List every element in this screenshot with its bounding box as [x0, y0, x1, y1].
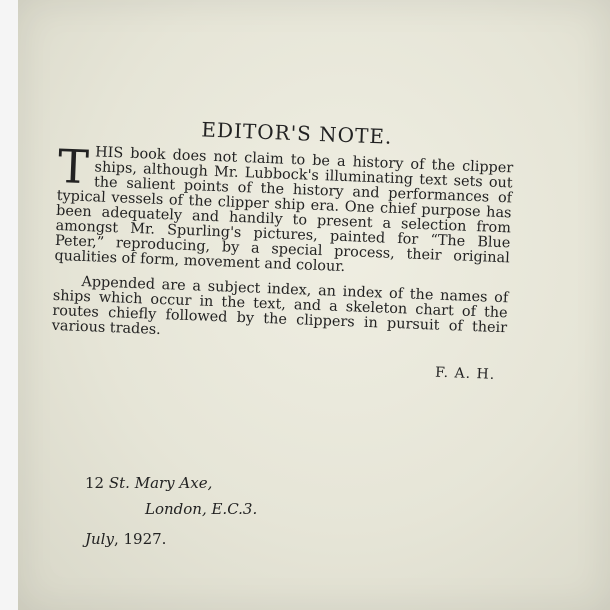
- address-line-1: [85, 470, 257, 496]
- paragraph-1-text: HIS book does not claim to be a history of the clipper ships, although Mr. Lubbock's illuminating text sets out the salient points of the history and performances of typical vessels of the clipper ship era. One chief purpose has been adequately and handily to present a selection from amongst Mr. Spurling's pictures, painted for “The Blue Peter,” reproducing, by a special process, their original qualities of form, movement and colour.: [54, 144, 514, 276]
- address-number: 12: [85, 474, 105, 492]
- paragraph-2: Appended are a subject index, an index of the names of ships which occur in the text, and a skeleton chart of the routes chiefly followed by the clippers in pursuit of their various trades.: [51, 273, 509, 339]
- date-line: [85, 526, 257, 552]
- address-street: St. Mary Axe,: [108, 474, 213, 492]
- date-month: July: [85, 530, 114, 548]
- address-block: [85, 470, 257, 552]
- note-body: [50, 112, 514, 383]
- page-title: EDITOR'S NOTE.: [200, 117, 393, 149]
- date-year: , 1927.: [113, 530, 167, 548]
- address-line-2: London, E.C.3.: [145, 500, 258, 518]
- paragraph-1: [54, 138, 514, 281]
- signature-initials: F. A. H.: [434, 364, 496, 383]
- drop-cap: T: [56, 138, 90, 195]
